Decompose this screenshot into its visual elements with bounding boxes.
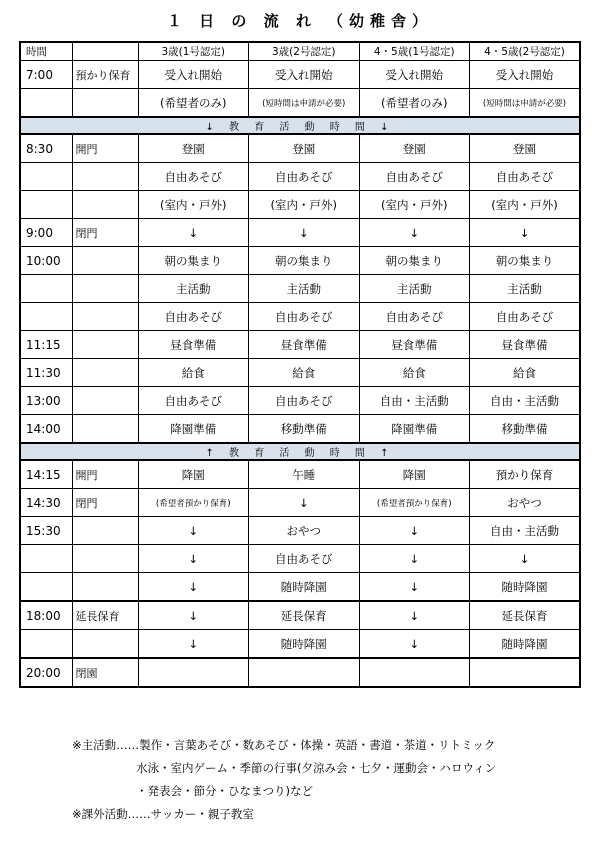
header-cell: 3歳(2号認定) — [249, 42, 360, 61]
event-cell — [72, 573, 138, 602]
schedule-cell: (室内・戸外) — [138, 191, 249, 219]
schedule-cell: ↓ — [359, 630, 470, 659]
schedule-cell: ↓ — [138, 517, 249, 545]
schedule-cell: 給食 — [249, 359, 360, 387]
schedule-cell: 登園 — [138, 134, 249, 163]
schedule-cell: 朝の集まり — [470, 247, 581, 275]
time-cell: 11:30 — [20, 359, 72, 387]
schedule-cell: 自由あそび — [138, 303, 249, 331]
schedule-cell: 自由・主活動 — [470, 387, 581, 415]
schedule-cell — [249, 658, 360, 687]
schedule-cell: 随時降園 — [470, 630, 581, 659]
schedule-cell: 自由あそび — [359, 303, 470, 331]
table-row — [20, 163, 580, 191]
table-row — [20, 191, 580, 219]
note-extracurricular: ※課外活動……サッカー・親子教室 — [72, 807, 254, 821]
schedule-cell: ↓ — [249, 219, 360, 247]
schedule-cell: 随時降園 — [470, 573, 581, 602]
schedule-cell: 登園 — [249, 134, 360, 163]
schedule-cell: 昼食準備 — [249, 331, 360, 359]
table-row — [20, 489, 580, 517]
schedule-cell: 自由あそび — [470, 163, 581, 191]
schedule-cell: 降園準備 — [359, 415, 470, 444]
schedule-cell: (短時間は申請が必要) — [470, 89, 581, 118]
table-row — [20, 517, 580, 545]
note-main-activity-cont2: ・発表会・節分・ひなまつり)など — [136, 784, 313, 798]
event-cell: 開門 — [72, 134, 138, 163]
schedule-cell: 自由あそび — [249, 545, 360, 573]
schedule-cell: ↓ — [249, 489, 360, 517]
schedule-cell: 昼食準備 — [359, 331, 470, 359]
event-cell — [72, 415, 138, 444]
schedule-cell: 延長保育 — [470, 601, 581, 630]
schedule-cell: 自由・主活動 — [470, 517, 581, 545]
header-cell: 4・5歳(2号認定) — [470, 42, 581, 61]
event-cell: 閉門 — [72, 489, 138, 517]
event-cell — [72, 191, 138, 219]
table-row — [20, 219, 580, 247]
page-title: １ 日 の 流 れ （幼稚舎） — [166, 12, 434, 30]
event-cell — [72, 163, 138, 191]
note-main-activity-cont: 水泳・室内ゲーム・季節の行事(夕涼み会・七夕・運動会・ハロウィン — [136, 761, 497, 775]
table-row — [20, 331, 580, 359]
schedule-cell: (室内・戸外) — [470, 191, 581, 219]
event-cell: 閉園 — [72, 658, 138, 687]
schedule-cell: ↓ — [359, 545, 470, 573]
time-cell: 11:15 — [20, 331, 72, 359]
time-cell: 7:00 — [20, 61, 72, 89]
band-label: ↑ 教 育 活 動 時 間 ↑ — [20, 443, 580, 460]
event-cell — [72, 359, 138, 387]
schedule-cell — [359, 658, 470, 687]
event-cell — [72, 275, 138, 303]
schedule-cell: (短時間は申請が必要) — [249, 89, 360, 118]
time-cell — [20, 163, 72, 191]
table-row — [20, 387, 580, 415]
schedule-cell: 預かり保育 — [470, 460, 581, 489]
schedule-cell: ↓ — [359, 601, 470, 630]
header-cell: 4・5歳(1号認定) — [359, 42, 470, 61]
table-row — [20, 415, 580, 444]
schedule-cell: (希望者預かり保育) — [138, 489, 249, 517]
schedule-cell: 朝の集まり — [138, 247, 249, 275]
schedule-cell: おやつ — [470, 489, 581, 517]
time-cell: 14:15 — [20, 460, 72, 489]
header-cell — [72, 42, 138, 61]
time-cell: 9:00 — [20, 219, 72, 247]
schedule-cell: ↓ — [138, 219, 249, 247]
schedule-cell: 自由あそび — [359, 163, 470, 191]
schedule-cell: 昼食準備 — [470, 331, 581, 359]
schedule-cell: 午睡 — [249, 460, 360, 489]
schedule-cell: ↓ — [359, 219, 470, 247]
schedule-cell: 移動準備 — [249, 415, 360, 444]
event-cell: 開門 — [72, 460, 138, 489]
schedule-cell: ↓ — [138, 573, 249, 602]
event-cell — [72, 331, 138, 359]
schedule-cell: ↓ — [359, 517, 470, 545]
schedule-cell: 受入れ開始 — [470, 61, 581, 89]
schedule-cell: ↓ — [470, 545, 581, 573]
time-cell: 10:00 — [20, 247, 72, 275]
time-cell: 14:00 — [20, 415, 72, 444]
event-cell: 延長保育 — [72, 601, 138, 630]
time-cell: 8:30 — [20, 134, 72, 163]
schedule-cell: (室内・戸外) — [249, 191, 360, 219]
schedule-cell: 給食 — [470, 359, 581, 387]
schedule-cell: 降園 — [138, 460, 249, 489]
schedule-cell: 自由あそび — [249, 387, 360, 415]
schedule-cell: 自由あそび — [138, 163, 249, 191]
schedule-cell: 朝の集まり — [249, 247, 360, 275]
event-cell — [72, 303, 138, 331]
schedule-cell: 随時降園 — [249, 630, 360, 659]
time-cell — [20, 275, 72, 303]
schedule-cell: 主活動 — [470, 275, 581, 303]
schedule-cell: ↓ — [470, 219, 581, 247]
table-row — [20, 545, 580, 573]
event-cell: 閉門 — [72, 219, 138, 247]
notes — [72, 734, 496, 826]
schedule-cell: 受入れ開始 — [249, 61, 360, 89]
header-cell: 時間 — [20, 42, 72, 61]
schedule-cell: 登園 — [470, 134, 581, 163]
time-cell: 13:00 — [20, 387, 72, 415]
event-cell — [72, 247, 138, 275]
time-cell: 20:00 — [20, 658, 72, 687]
schedule-cell: 自由あそび — [138, 387, 249, 415]
schedule-cell: 随時降園 — [249, 573, 360, 602]
schedule-cell — [470, 658, 581, 687]
note-main-activity: ※主活動……製作・言葉あそび・数あそび・体操・英語・書道・茶道・リトミック — [72, 738, 496, 752]
schedule-cell: 受入れ開始 — [359, 61, 470, 89]
schedule-cell: 自由あそび — [470, 303, 581, 331]
schedule-cell: 主活動 — [359, 275, 470, 303]
time-cell — [20, 630, 72, 659]
table-row — [20, 460, 580, 489]
time-cell: 18:00 — [20, 601, 72, 630]
table-header-row — [20, 42, 580, 61]
time-cell: 14:30 — [20, 489, 72, 517]
header-cell: 3歳(1号認定) — [138, 42, 249, 61]
schedule-cell: 主活動 — [249, 275, 360, 303]
schedule-cell: ↓ — [138, 545, 249, 573]
table-row — [20, 658, 580, 687]
band-label: ↓ 教 育 活 動 時 間 ↓ — [20, 117, 580, 134]
schedule-cell: ↓ — [138, 601, 249, 630]
table-row — [20, 630, 580, 659]
event-cell — [72, 630, 138, 659]
schedule-cell: (室内・戸外) — [359, 191, 470, 219]
schedule-cell: (希望者のみ) — [359, 89, 470, 118]
time-cell — [20, 303, 72, 331]
schedule-cell: 延長保育 — [249, 601, 360, 630]
schedule-cell: 登園 — [359, 134, 470, 163]
table-row — [20, 275, 580, 303]
schedule-cell: 降園 — [359, 460, 470, 489]
schedule-cell: 給食 — [138, 359, 249, 387]
table-row — [20, 573, 580, 602]
time-cell — [20, 191, 72, 219]
schedule-cell: (希望者のみ) — [138, 89, 249, 118]
event-cell — [72, 387, 138, 415]
table-row — [20, 247, 580, 275]
time-cell — [20, 573, 72, 602]
table-row — [20, 359, 580, 387]
education-time-band-end — [20, 443, 580, 460]
schedule-cell: 降園準備 — [138, 415, 249, 444]
event-cell — [72, 545, 138, 573]
schedule-cell: 昼食準備 — [138, 331, 249, 359]
time-cell — [20, 545, 72, 573]
time-cell: 15:30 — [20, 517, 72, 545]
schedule-cell: (希望者預かり保育) — [359, 489, 470, 517]
event-cell: 預かり保育 — [72, 61, 138, 89]
schedule-cell: 自由あそび — [249, 163, 360, 191]
schedule-cell: 自由・主活動 — [359, 387, 470, 415]
schedule-cell: 朝の集まり — [359, 247, 470, 275]
schedule-cell: 移動準備 — [470, 415, 581, 444]
schedule-cell: 受入れ開始 — [138, 61, 249, 89]
table-row — [20, 61, 580, 89]
schedule-cell: おやつ — [249, 517, 360, 545]
table-row — [20, 134, 580, 163]
schedule-cell: 主活動 — [138, 275, 249, 303]
daily-schedule-table — [19, 41, 581, 688]
time-cell — [20, 89, 72, 118]
table-row — [20, 601, 580, 630]
schedule-cell: 自由あそび — [249, 303, 360, 331]
schedule-cell: ↓ — [359, 573, 470, 602]
education-time-band-start — [20, 117, 580, 134]
schedule-cell — [138, 658, 249, 687]
table-row — [20, 89, 580, 118]
table-row — [20, 303, 580, 331]
event-cell — [72, 517, 138, 545]
event-cell — [72, 89, 138, 118]
schedule-cell: ↓ — [138, 630, 249, 659]
schedule-cell: 給食 — [359, 359, 470, 387]
